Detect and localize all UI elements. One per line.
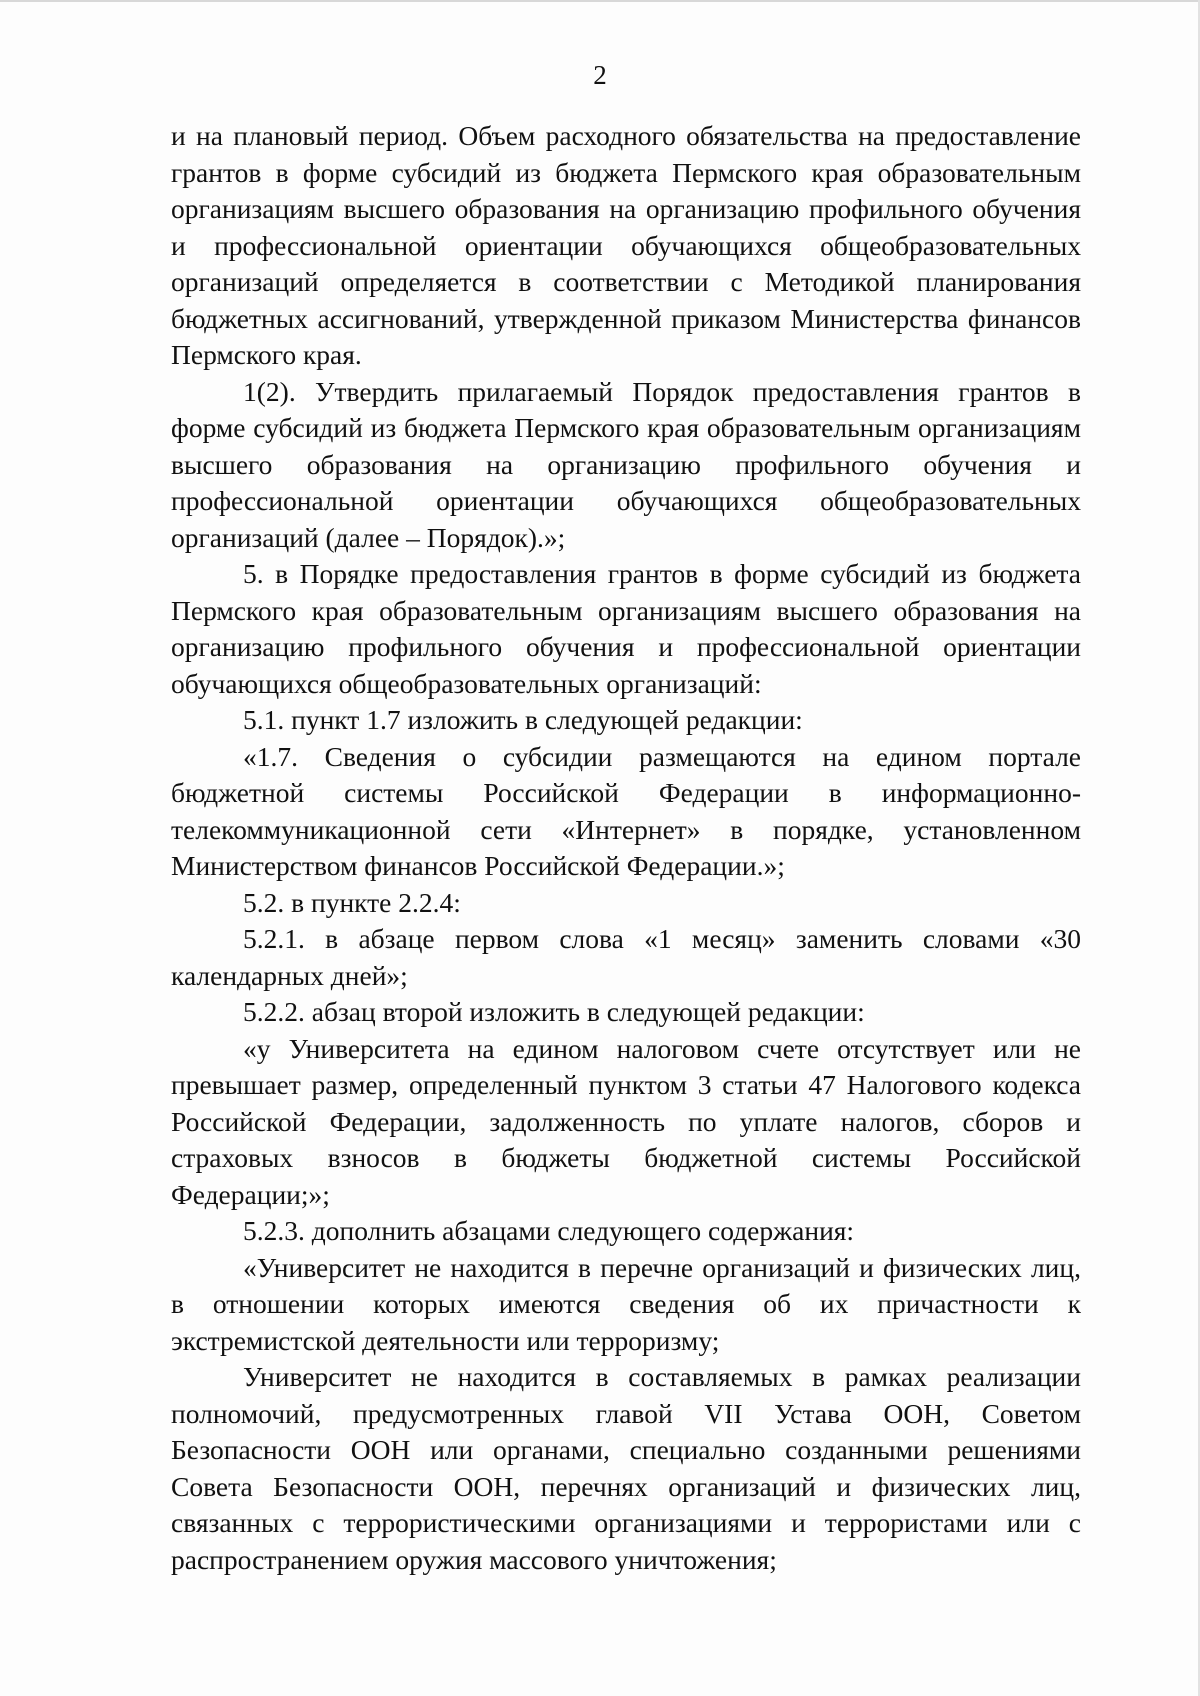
page-number: 2 — [593, 60, 607, 90]
paragraph-item-5-2: 5.2. в пункте 2.2.4: — [243, 886, 461, 918]
paragraph-item-5-2-1: 5.2.1. в абзаце первом слова «1 месяц» заменить словами «30 календарных дней»; — [171, 923, 1081, 991]
paragraph-quote-1-7: «1.7. Сведения о субсидии размещаются на едином портале бюджетной системы Российской Федерации в информационно-телекоммуникационной сети «Интернет» в порядке, установленном Министерством финансов Российской Федерации.»; — [171, 740, 1081, 881]
paragraph-item-5-2-2: 5.2.2. абзац второй изложить в следующей редакции: — [243, 996, 865, 1027]
paragraph-item-5-1: 5.1. пункт 1.7 изложить в следующей редакции: — [243, 704, 803, 735]
paragraph-quote-extremism: «Университет не находится в перечне организаций и физических лиц, в отношении которых имеются сведения об их причастности к экстремистской деятельности или терроризму; — [171, 1251, 1081, 1356]
scan-edge-top — [0, 0, 1200, 2]
document-body — [171, 118, 1081, 1578]
paragraph-continuation: и на плановый период. Объем расходного обязательства на предоставление грантов в форме субсидий из бюджета Пермского края образовательным организациям высшего образования на организацию профильного обучения и профессиональной ориентации обучающихся общеобразовательных организаций определяется в соответствии с Методикой планирования бюджетных ассигнований, утвержденной приказом Министерства финансов Пермского края. — [171, 120, 1081, 370]
paragraph-quote-un-lists: Университет не находится в составляемых в рамках реализации полномочий, предусмотренных главой VII Устава ООН, Советом Безопасности ООН или органами, специально созданными решениями Совета Безопасности ООН, перечнях организаций и физических лиц, связанных с террористическими организациями и террористами или с распространением оружия массового уничтожения; — [171, 1361, 1081, 1575]
paragraph-quote-tax: «у Университета на едином налоговом счете отсутствует или не превышает размер, определенный пунктом 3 статьи 47 Налогового кодекса Российской Федерации, задолженность по уплате налогов, сборов и страховых взносов в бюджеты бюджетной системы Российской Федерации;»; — [171, 1032, 1081, 1210]
paragraph-item-5-2-3: 5.2.3. дополнить абзацами следующего содержания: — [243, 1215, 855, 1246]
paragraph-item-5: 5. в Порядке предоставления грантов в форме субсидий из бюджета Пермского края образовательным организациям высшего образования на организацию профильного обучения и профессиональной ориентации обучающихся общеобразовательных организаций: — [171, 558, 1081, 699]
paragraph-item-1-2: 1(2). Утвердить прилагаемый Порядок предоставления грантов в форме субсидий из бюджета Пермского края образовательным организациям высшего образования на организацию профильного обучения и профессиональной ориентации обучающихся общеобразовательных организаций (далее – Порядок).»; — [171, 375, 1081, 553]
